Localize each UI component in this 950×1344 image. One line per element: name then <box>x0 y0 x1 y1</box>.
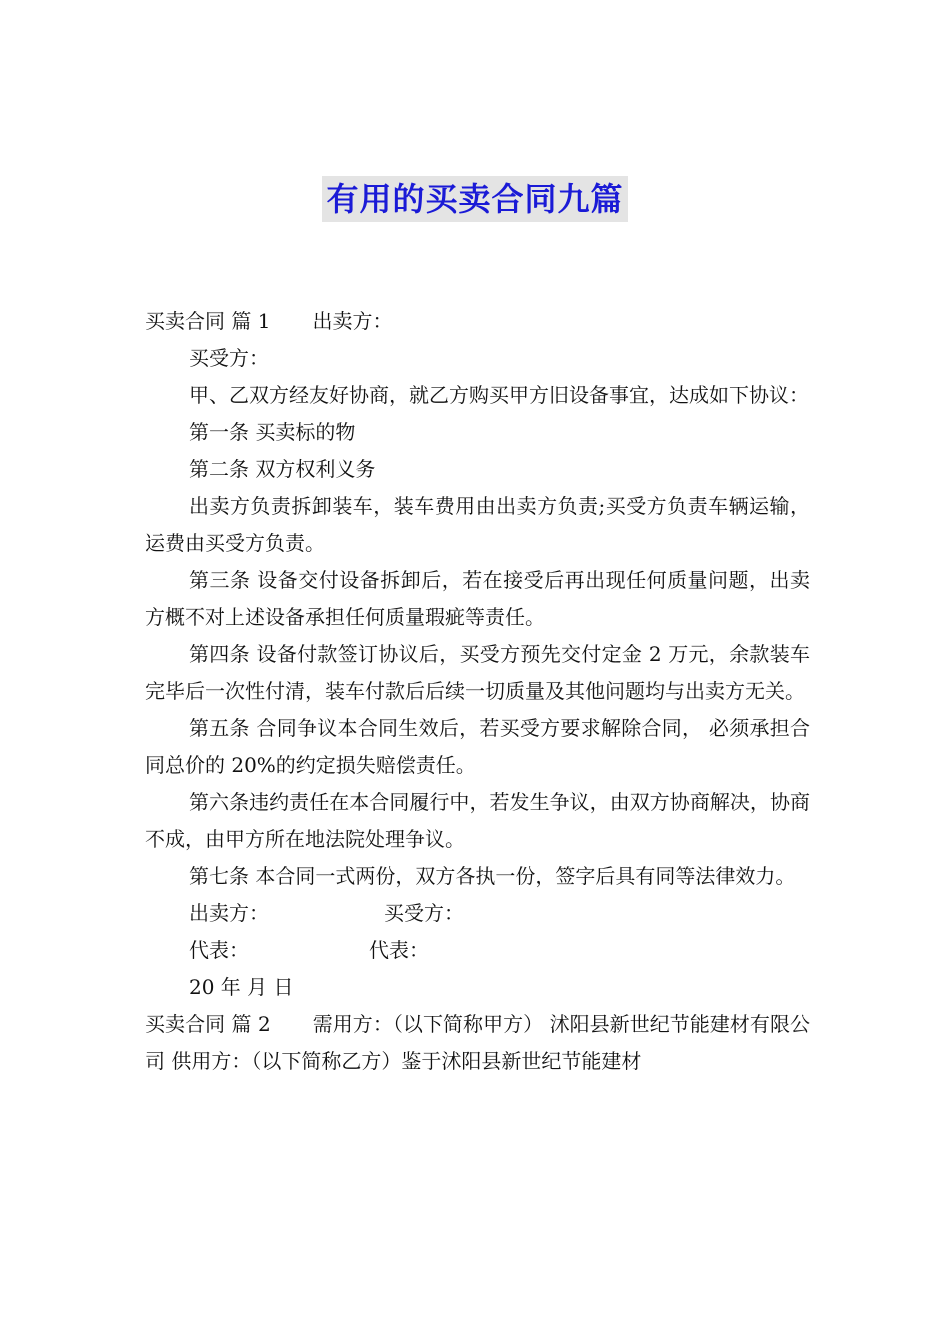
contract1-article-2-body: 出卖方负责拆卸装车，装车费用由出卖方负责;买受方负责车辆运输，运费由买受方负责。 <box>145 494 810 555</box>
representative-line <box>145 932 810 969</box>
contract1-header: 买卖合同 篇 1 <box>145 309 271 333</box>
contract1-buyer-label: 买受方： <box>189 346 269 370</box>
document-title: 有用的买卖合同九篇 <box>322 176 627 222</box>
contract2-header: 买卖合同 篇 2 <box>145 1012 271 1036</box>
contract1-seller-label: 出卖方： <box>312 309 393 333</box>
contract1-article-4: 第四条 设备付款签订协议后，买受方预先交付定金 2 万元，余款装车完毕后一次性付清，装车付款后后续一切质量及其他问题均与出卖方无关。 <box>145 642 810 703</box>
signature-line <box>145 895 810 932</box>
signature-buyer-label: 买受方： <box>384 901 464 925</box>
contract1-date: 20 年 月 日 <box>189 975 294 999</box>
contract1-intro: 甲、乙双方经友好协商，就乙方购买甲方旧设备事宜，达成如下协议： <box>189 383 809 407</box>
representative-seller-label: 代表： <box>189 938 249 962</box>
contract1-article-6: 第六条违约责任在本合同履行中，若发生争议，由双方协商解决，协商不成，由甲方所在地法院处理争议。 <box>145 790 810 851</box>
contract1-article-2: 第二条 双方权利义务 <box>189 457 376 481</box>
title-wrap <box>0 176 950 222</box>
representative-buyer-label: 代表： <box>369 938 429 962</box>
signature-seller-label: 出卖方： <box>189 901 269 925</box>
document-body <box>145 303 810 1080</box>
contract1-article-1: 第一条 买卖标的物 <box>189 420 356 444</box>
contract1-article-5: 第五条 合同争议本合同生效后，若买受方要求解除合同， 必须承担合同总价的 20%的约定损失赔偿责任。 <box>145 716 810 777</box>
contract1-header-line <box>145 303 810 340</box>
contract1-article-7: 第七条 本合同一式两份，双方各执一份，签字后具有同等法律效力。 <box>189 864 796 888</box>
contract1-article-3: 第三条 设备交付设备拆卸后，若在接受后再出现任何质量问题，出卖方概不对上述设备承担任何质量瑕疵等责任。 <box>145 568 810 629</box>
contract2-paragraph <box>145 1006 810 1080</box>
contract2-text: 需用方：（以下简称甲方） 沭阳县新世纪节能建材有限公司 供用方：（以下简称乙方）鉴于沭阳县新世纪节能建材 <box>145 1012 810 1073</box>
